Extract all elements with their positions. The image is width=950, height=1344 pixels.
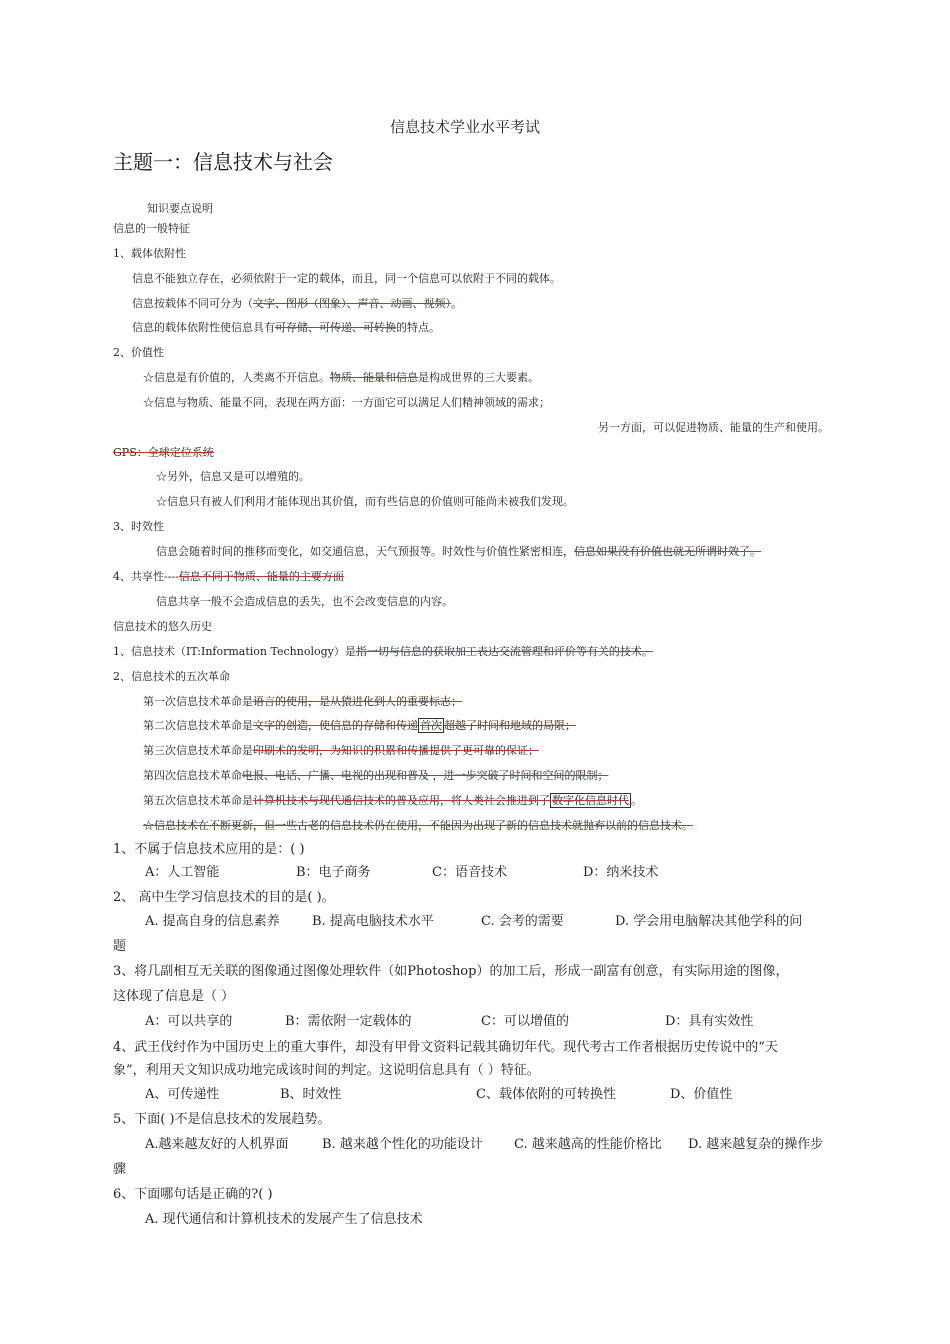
revolution-1-strike: 语言的使用，是从猿进化到人的重要标志； [253, 695, 462, 708]
q2-option-d: D. 学会用电脑解决其他学科的问 [615, 914, 803, 929]
value-line1-pre: ☆信息是有价值的，人类离不开信息。 [143, 371, 330, 384]
carrier-heading: 1、载体依附性 [113, 247, 186, 260]
q4-stem-2: 象”，利用天文知识成功地完成该时间的判定。这说明信息具有（ ）特征。 [113, 1063, 540, 1078]
general-features: 信息的一般特征 [113, 222, 190, 235]
revolution-2 [143, 719, 576, 732]
q1-option-d: D：纳米技术 [583, 865, 659, 880]
value-line3: 另一方面，可以促进物质、能量的生产和使用。 [598, 421, 829, 434]
revolution-2-strike-a: 文字的创造，使信息的存储和传递 [253, 719, 418, 732]
five-revolutions-heading: 2、信息技术的五次革命 [113, 670, 230, 683]
q4-stem-1: 4、武王伐纣作为中国历史上的重大事件，却没有甲骨文资料记载其确切年代。现代考古工作者根据历史传说中的“天 [113, 1040, 778, 1055]
q5-option-d-cont: 骤 [113, 1162, 127, 1177]
q3-option-b: B：需依附一定载体的 [285, 1014, 412, 1029]
revolution-5-boxed: 数字化信息时代 [552, 794, 629, 807]
it-definition-strike: 指一切与信息的获取加工表达交流管理和评价等有关的技术。 [355, 645, 653, 658]
carrier-line3-strike: 可存储、可传递、可转换 [275, 321, 396, 334]
q2-option-b: B. 提高电脑技术水平 [312, 914, 434, 929]
q1-option-c: C：语音技术 [432, 865, 507, 880]
revolution-5-post: 。 [631, 794, 642, 807]
q2-stem: 2、 高中生学习信息技术的目的是( )。 [113, 890, 335, 905]
value-line1-strike: 物质、能量和信息 [330, 371, 418, 384]
it-definition-pre: 1、信息技术（IT:Information Technology）是 [113, 645, 356, 658]
q1-option-b: B：电子商务 [296, 865, 371, 880]
q5-option-a: A.越来越友好的人机界面 [145, 1137, 289, 1152]
timeliness-line1 [156, 545, 761, 558]
q3-option-a: A：可以共享的 [145, 1014, 233, 1029]
section-heading: 主题一：信息技术与社会 [113, 150, 333, 174]
sharing-line1: 信息共享一般不会造成信息的丢失，也不会改变信息的内容。 [156, 595, 453, 608]
q5-option-d: D. 越来越复杂的操作步 [688, 1137, 824, 1152]
revolution-4-pre: 第四次信息技术革命 [143, 769, 242, 782]
q4-option-b: B、时效性 [280, 1087, 342, 1102]
sharing-heading [113, 570, 344, 583]
revolution-2-pre: 第二次信息技术革命是 [143, 719, 253, 732]
carrier-line3 [132, 321, 440, 334]
q5-stem: 5、下面( )不是信息技术的发展趋势。 [113, 1112, 331, 1127]
q4-option-c: C、载体依附的可转换性 [476, 1087, 616, 1102]
value-line2: ☆信息与物质、能量不同，表现在两方面：一方面它可以满足人们精神领域的需求； [143, 396, 550, 409]
revolution-5 [143, 794, 642, 807]
value-line1-post: 是构成世界的三大要素。 [418, 371, 539, 384]
carrier-line2-pre: 信息按载体不同可分为（ [132, 297, 253, 310]
q2-option-c: C. 会考的需要 [481, 914, 564, 929]
carrier-line3-post: 的特点。 [396, 321, 440, 334]
revolution-3-strike: 印刷术的发明，为知识的积累和传播提供了更可靠的保证； [253, 744, 539, 757]
carrier-line2-post: 。 [451, 297, 462, 310]
value-line1 [143, 371, 539, 384]
q3-stem-2: 这体现了信息是（ ） [113, 989, 235, 1004]
kp-title: 知识要点说明 [147, 202, 213, 215]
document-title: 信息技术学业水平考试 [390, 118, 541, 136]
revolution-3 [143, 744, 539, 757]
value-line4: ☆另外，信息又是可以增殖的。 [156, 470, 310, 483]
q5-option-b: B. 越来越个性化的功能设计 [322, 1137, 483, 1152]
carrier-line1: 信息不能独立存在，必须依附于一定的载体，而且，同一个信息可以依附于不同的载体。 [132, 272, 561, 285]
carrier-line2 [132, 297, 462, 310]
carrier-line3-pre: 信息的载体依附性使信息具有 [132, 321, 275, 334]
q4-option-a: A、可传递性 [145, 1087, 220, 1102]
value-line5: ☆信息只有被人们利用才能体现出其价值，而有些信息的价值则可能尚未被我们发现。 [156, 495, 574, 508]
q2-option-a: A. 提高自身的信息素养 [145, 914, 280, 929]
q2-option-d-cont: 题 [113, 939, 127, 954]
q1-option-a: A：人工智能 [145, 865, 220, 880]
carrier-line2-strike: 文字、图形（图象）、声音、动画、视频） [253, 297, 451, 310]
q6-option-a: A. 现代通信和计算机技术的发展产生了信息技术 [145, 1212, 423, 1227]
q5-option-c: C. 越来越高的性能价格比 [514, 1137, 662, 1152]
revolution-1-pre: 第一次信息技术革命是 [143, 695, 253, 708]
q4-option-d: D、价值性 [670, 1087, 733, 1102]
revolution-1 [143, 695, 462, 708]
revolution-2-strike-b: 超越了时间和地域的局限； [444, 719, 576, 732]
timeliness-line1-strike: 信息如果没有价值也就无所谓时效了。 [574, 545, 761, 558]
revolution-3-pre: 第三次信息技术革命是 [143, 744, 253, 757]
revolution-5-strike: 计算机技术与现代通信技术的普及应用，将人类社会推进到了 [253, 794, 550, 807]
sharing-heading-pre: 4、共享性---- [113, 570, 179, 583]
q6-stem: 6、下面哪句话是正确的?( ) [113, 1187, 273, 1202]
timeliness-heading: 3、时效性 [113, 520, 164, 533]
q3-option-c: C：可以增值的 [481, 1014, 569, 1029]
value-heading: 2、价值性 [113, 346, 164, 359]
history-heading: 信息技术的悠久历史 [113, 620, 212, 633]
sharing-heading-strike: 信息不同于物质、能量的主要方面 [178, 570, 344, 583]
q3-option-d: D：具有实效性 [665, 1014, 754, 1029]
revolution-4-strike: 电报、电话、广播、电视的出现和普及 ，进一步突破了时间和空间的限制； [242, 769, 609, 782]
revolution-4 [143, 769, 609, 782]
it-definition [113, 645, 653, 658]
q3-stem-1: 3、将几副相互无关联的图像通过图像处理软件（如Photoshop）的加工后，形成一副富有创意，有实际用途的图像， [113, 964, 789, 979]
q1-stem: 1、不属于信息技术应用的是：( ) [113, 842, 305, 857]
timeliness-line1-pre: 信息会随着时间的推移而变化，如交通信息，天气预报等。时效性与价值性紧密相连， [156, 545, 574, 558]
revolution-5-pre: 第五次信息技术革命是 [143, 794, 253, 807]
gps-note: GPS：全球定位系统 [113, 446, 214, 459]
revolution-note: ☆信息技术在不断更新，但一些古老的信息技术仍在使用，不能因为出现了新的信息技术就抛弃以前的信息技术。 [143, 819, 693, 832]
revolution-2-boxed: 首次 [420, 719, 442, 732]
